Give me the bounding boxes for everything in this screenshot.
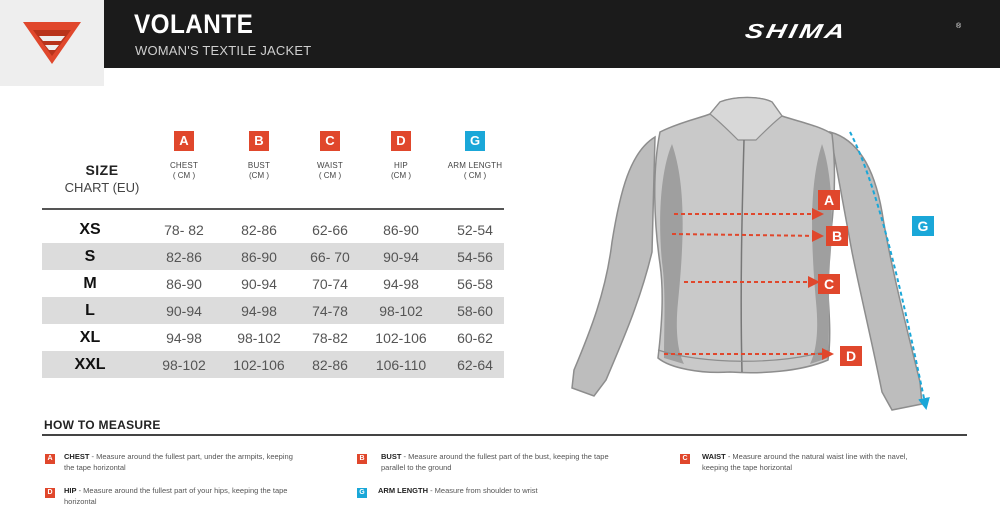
- chest-cell: 98-102: [162, 357, 206, 373]
- note-badge-g: G: [357, 488, 367, 498]
- badge-a: A: [174, 131, 194, 151]
- column-chest: [149, 131, 219, 180]
- badge-c: C: [320, 131, 340, 151]
- arm-length-cell: 52-54: [457, 222, 493, 238]
- size-cell: M: [83, 275, 97, 292]
- marker-g-label: G: [917, 218, 929, 234]
- bust-cell: 90-94: [241, 276, 277, 292]
- waist-cell: 74-78: [312, 303, 348, 319]
- column-name: HIP: [394, 161, 408, 170]
- note-text: - Measure around the fullest part of your hips, keeping the tape: [76, 486, 288, 495]
- marker-b-label: B: [831, 228, 843, 244]
- table-divider: [42, 208, 504, 210]
- column-hip: [366, 131, 436, 180]
- waist-cell: 82-86: [312, 357, 348, 373]
- table-row-s: [42, 243, 504, 270]
- note-text-cont: parallel to the ground: [381, 463, 452, 472]
- note-label: CHEST: [64, 452, 90, 461]
- note-text-cont: keeping the tape horizontal: [702, 463, 793, 472]
- chest-cell: 86-90: [166, 276, 202, 292]
- note-text: - Measure from shoulder to wrist: [428, 486, 538, 495]
- note-badge-b: B: [357, 454, 367, 464]
- column-name: CHEST: [169, 161, 199, 170]
- note-arm-length: [378, 485, 658, 496]
- column-waist: [295, 131, 365, 180]
- hip-cell: 102-106: [375, 330, 427, 346]
- chest-cell: 90-94: [166, 303, 202, 319]
- header-bar: [0, 0, 1000, 68]
- note-text-cont: horizontal: [64, 497, 97, 506]
- column-name: BUST: [247, 161, 271, 170]
- note-chest: [64, 451, 344, 473]
- hip-cell: 90-94: [383, 249, 419, 265]
- arm-length-cell: 54-56: [457, 249, 493, 265]
- column-name: WAIST: [316, 161, 344, 170]
- note-label: HIP: [64, 486, 77, 495]
- arm-length-cell: 60-62: [457, 330, 493, 346]
- column-arm-length: [440, 131, 510, 180]
- waist-cell: 78-82: [312, 330, 348, 346]
- product-title: VOLANTE: [134, 9, 254, 39]
- how-to-measure-heading: HOW TO MEASURE: [44, 418, 161, 432]
- chest-cell: 94-98: [166, 330, 202, 346]
- brand-logo: SHIMA: [743, 20, 850, 43]
- how-to-measure-divider: [42, 434, 967, 436]
- size-chart-heading: [62, 162, 142, 195]
- size-cell: XXL: [74, 356, 106, 373]
- note-badge-d: D: [45, 488, 55, 498]
- hip-cell: 106-110: [375, 357, 427, 373]
- note-text-cont: the tape horizontal: [64, 463, 126, 472]
- arm-length-cell: 58-60: [457, 303, 493, 319]
- size-cell: XL: [79, 329, 101, 346]
- hip-cell: 86-90: [383, 222, 419, 238]
- jacket-diagram: [560, 92, 980, 422]
- badge-g: G: [465, 131, 485, 151]
- table-row-m: [42, 270, 504, 297]
- table-row-xs: [42, 216, 504, 243]
- waist-cell: 62-66: [312, 222, 348, 238]
- bust-cell: 94-98: [241, 303, 277, 319]
- table-row-xxl: [42, 351, 504, 378]
- size-cell: S: [84, 248, 96, 265]
- bust-cell: 86-90: [241, 249, 277, 265]
- shima-chevron-logo: [0, 0, 104, 86]
- hip-cell: 98-102: [379, 303, 423, 319]
- waist-cell: 70-74: [312, 276, 348, 292]
- shima-chevron-icon: [21, 20, 83, 66]
- marker-a-label: A: [823, 192, 835, 208]
- chart-eu-label: CHART (EU): [64, 180, 140, 195]
- column-unit: (CM ): [249, 171, 269, 180]
- bust-cell: 102-106: [233, 357, 285, 373]
- column-name: ARM LENGTH: [447, 161, 503, 170]
- waist-cell: 66- 70: [310, 249, 350, 265]
- column-unit: (CM ): [391, 171, 411, 180]
- note-text: - Measure around the natural waist line with the navel,: [725, 452, 908, 461]
- column-unit: ( CM ): [463, 171, 487, 180]
- note-badge-c: C: [680, 454, 690, 464]
- size-cell: L: [85, 302, 95, 319]
- chest-cell: 78- 82: [164, 222, 204, 238]
- bust-cell: 98-102: [237, 330, 281, 346]
- note-text: - Measure around the fullest part of the bust, keeping the tape: [401, 452, 609, 461]
- size-label: SIZE: [85, 162, 119, 178]
- table-row-xl: [42, 324, 504, 351]
- size-cell: XS: [79, 221, 101, 238]
- marker-c-label: C: [823, 276, 835, 292]
- note-label: BUST: [381, 452, 402, 461]
- column-unit: ( CM ): [172, 171, 196, 180]
- note-bust: [381, 451, 661, 473]
- marker-d-label: D: [845, 348, 857, 364]
- jacket-left-sleeve: [572, 137, 655, 396]
- column-bust: [224, 131, 294, 180]
- arm-length-cell: 62-64: [457, 357, 493, 373]
- arm-length-cell: 56-58: [457, 276, 493, 292]
- registered-mark: ®: [956, 23, 962, 30]
- badge-b: B: [249, 131, 269, 151]
- note-label: ARM LENGTH: [378, 486, 428, 495]
- note-text: - Measure around the fullest part, under the armpits, keeping: [89, 452, 293, 461]
- badge-d: D: [391, 131, 411, 151]
- note-label: WAIST: [702, 452, 726, 461]
- column-unit: ( CM ): [318, 171, 342, 180]
- hip-cell: 94-98: [383, 276, 419, 292]
- note-waist: [702, 451, 972, 473]
- note-badge-a: A: [45, 454, 55, 464]
- note-hip: [64, 485, 344, 507]
- chest-cell: 82-86: [166, 249, 202, 265]
- bust-cell: 82-86: [241, 222, 277, 238]
- jacket-right-sleeve: [830, 132, 922, 410]
- table-row-l: [42, 297, 504, 324]
- product-subtitle: WOMAN'S TEXTILE JACKET: [135, 43, 312, 58]
